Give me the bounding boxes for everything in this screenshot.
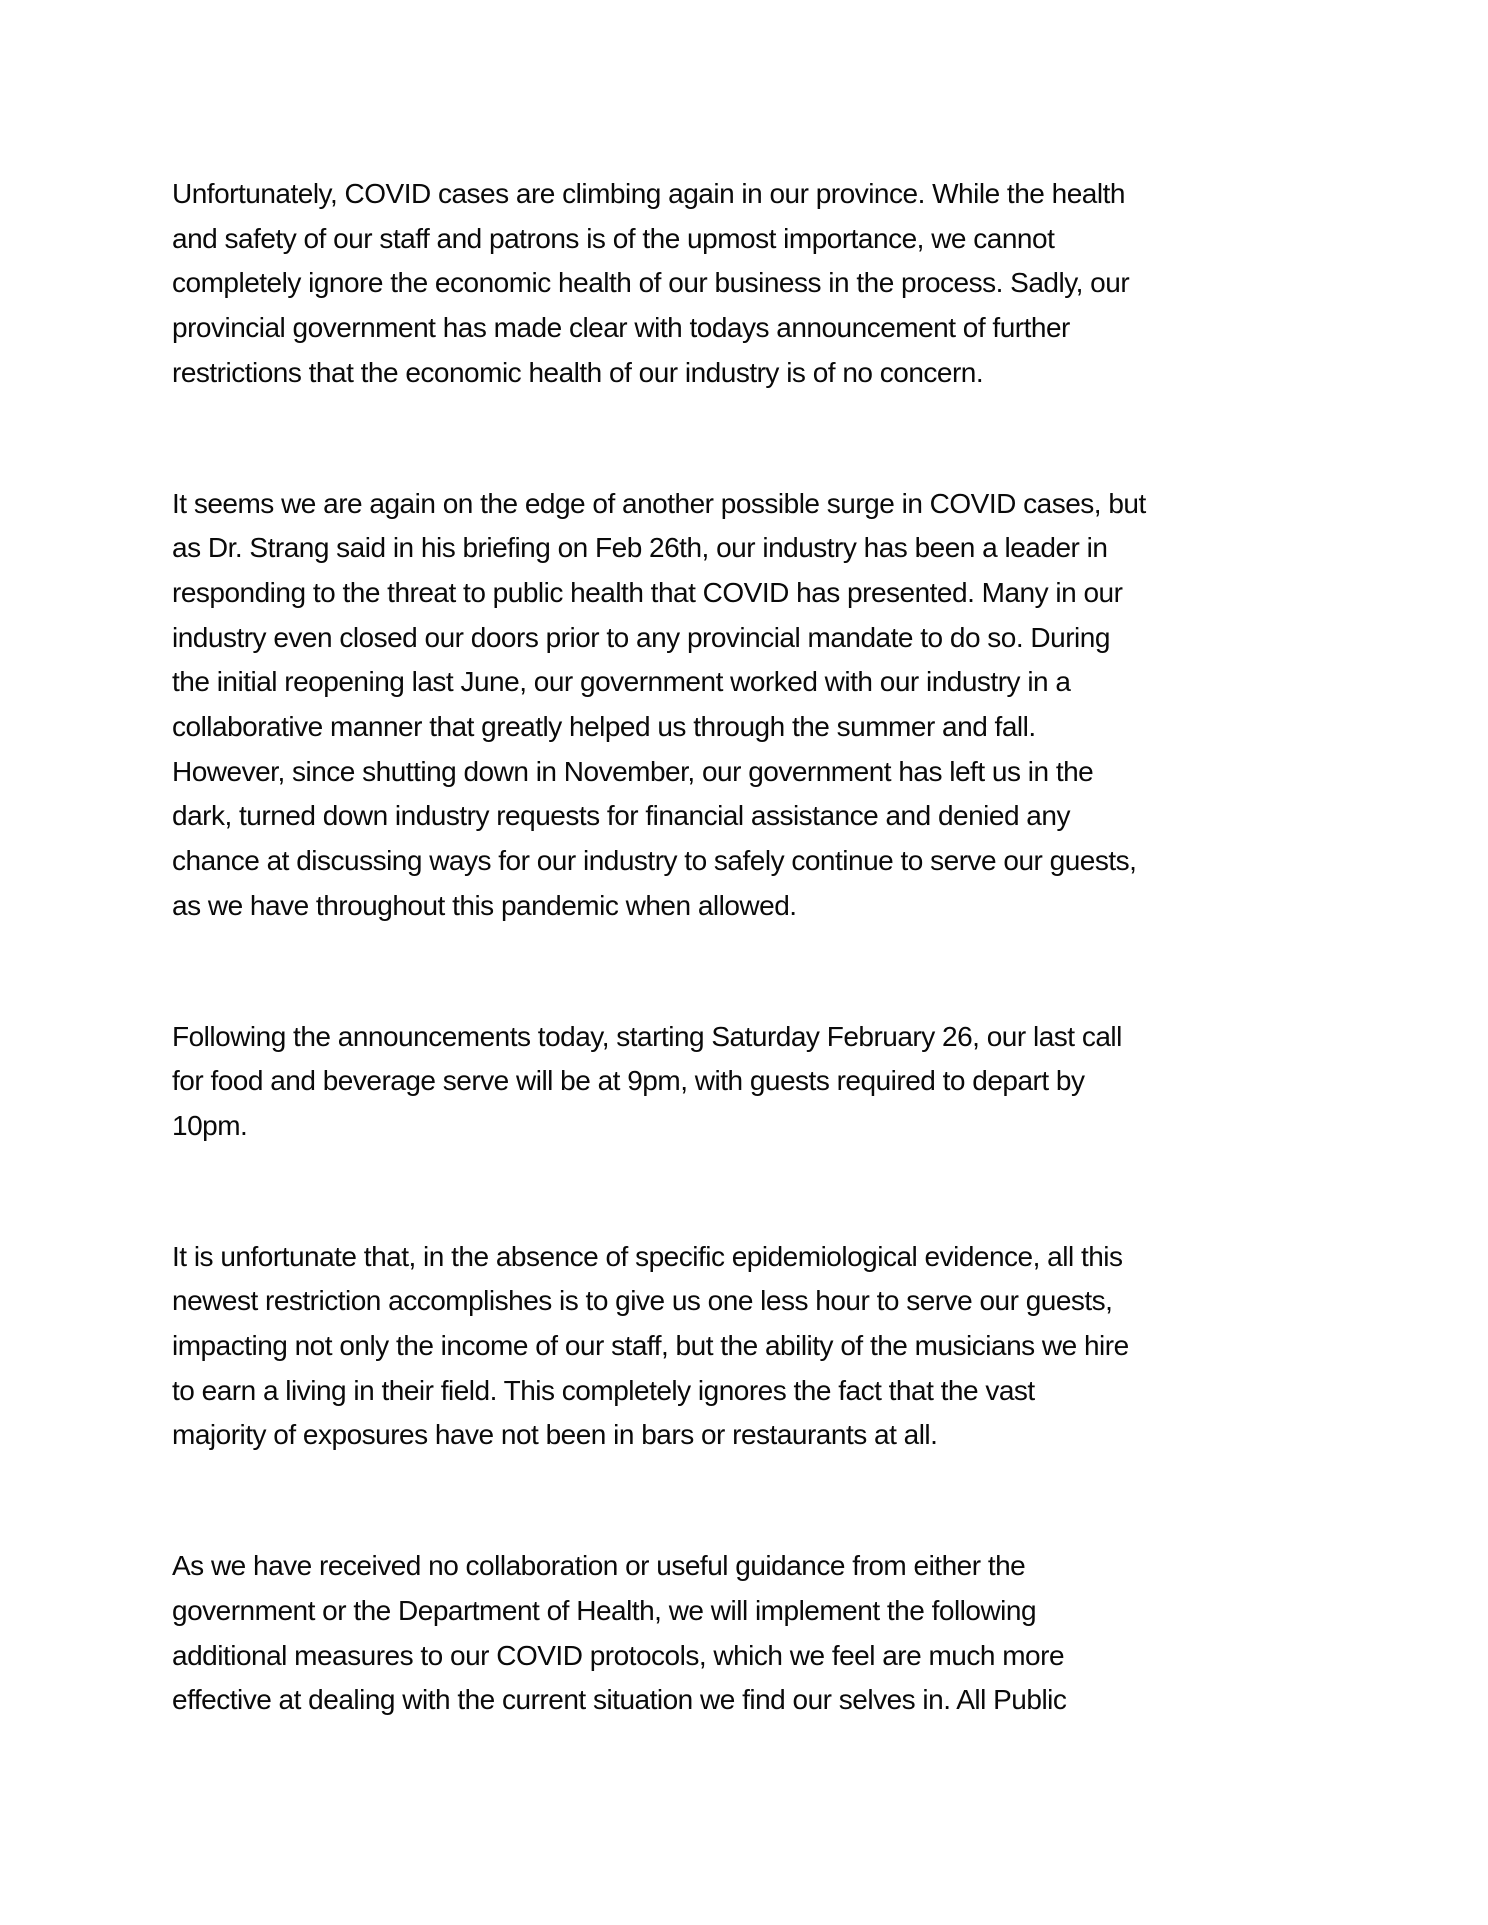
text-line: and safety of our staff and patrons is of the upmost importance, we cannot <box>172 222 1055 254</box>
text-line: as we have throughout this pandemic when allowed. <box>172 889 797 921</box>
text-line: provincial government has made clear with todays announcement of further <box>172 312 1070 344</box>
text-line: Unfortunately, COVID cases are climbing again in our province. While the health <box>172 178 1125 209</box>
paragraph <box>172 1544 1358 1723</box>
text-line: for food and beverage serve will be at 9pm, with guests required to depart by <box>172 1065 1085 1097</box>
text-line: It seems we are again on the edge of another possible surge in COVID cases, but <box>172 487 1146 519</box>
paragraph <box>172 1015 1358 1149</box>
text-line: Following the announcements today, starting Saturday February 26, our last call <box>172 1020 1122 1052</box>
text-line: the initial reopening last June, our government worked with our industry in a <box>172 666 1071 698</box>
text-line: However, since shutting down in November, our government has left us in the <box>172 755 1094 787</box>
text-line: to earn a living in their field. This completely ignores the fact that the vast <box>172 1374 1035 1406</box>
text-line: as Dr. Strang said in his briefing on Feb 26th, our industry has been a leader in <box>172 532 1108 564</box>
paragraph <box>172 482 1358 929</box>
text-line: As we have received no collaboration or useful guidance from either the <box>172 1550 1026 1582</box>
text-line: restrictions that the economic health of our industry is of no concern. <box>172 356 984 388</box>
text-line: 10pm. <box>172 1109 248 1141</box>
text-line: industry even closed our doors prior to any provincial mandate to do so. During <box>172 621 1110 653</box>
text-line: collaborative manner that greatly helped us through the summer and fall. <box>172 711 1036 743</box>
text-line: majority of exposures have not been in bars or restaurants at all. <box>172 1419 938 1451</box>
paragraph <box>172 172 1358 396</box>
text-line: government or the Department of Health, we will implement the following <box>172 1594 1037 1626</box>
text-line: additional measures to our COVID protocols, which we feel are much more <box>172 1639 1065 1671</box>
text-line: completely ignore the economic health of our business in the process. Sadly, our <box>172 267 1130 299</box>
text-line: dark, turned down industry requests for financial assistance and denied any <box>172 800 1070 832</box>
text-line: impacting not only the income of our staff, but the ability of the musicians we hire <box>172 1330 1129 1362</box>
text-line: effective at dealing with the current situation we find our selves in. All Public <box>172 1684 1067 1716</box>
text-line: responding to the threat to public health that COVID has presented. Many in our <box>172 576 1123 608</box>
text-line: It is unfortunate that, in the absence of specific epidemiological evidence, all this <box>172 1240 1123 1272</box>
document-text <box>172 172 1358 1723</box>
text-line: chance at discussing ways for our industry to safely continue to serve our guests, <box>172 845 1137 877</box>
paragraph <box>172 1235 1358 1459</box>
text-line: newest restriction accomplishes is to give us one less hour to serve our guests, <box>172 1285 1113 1317</box>
